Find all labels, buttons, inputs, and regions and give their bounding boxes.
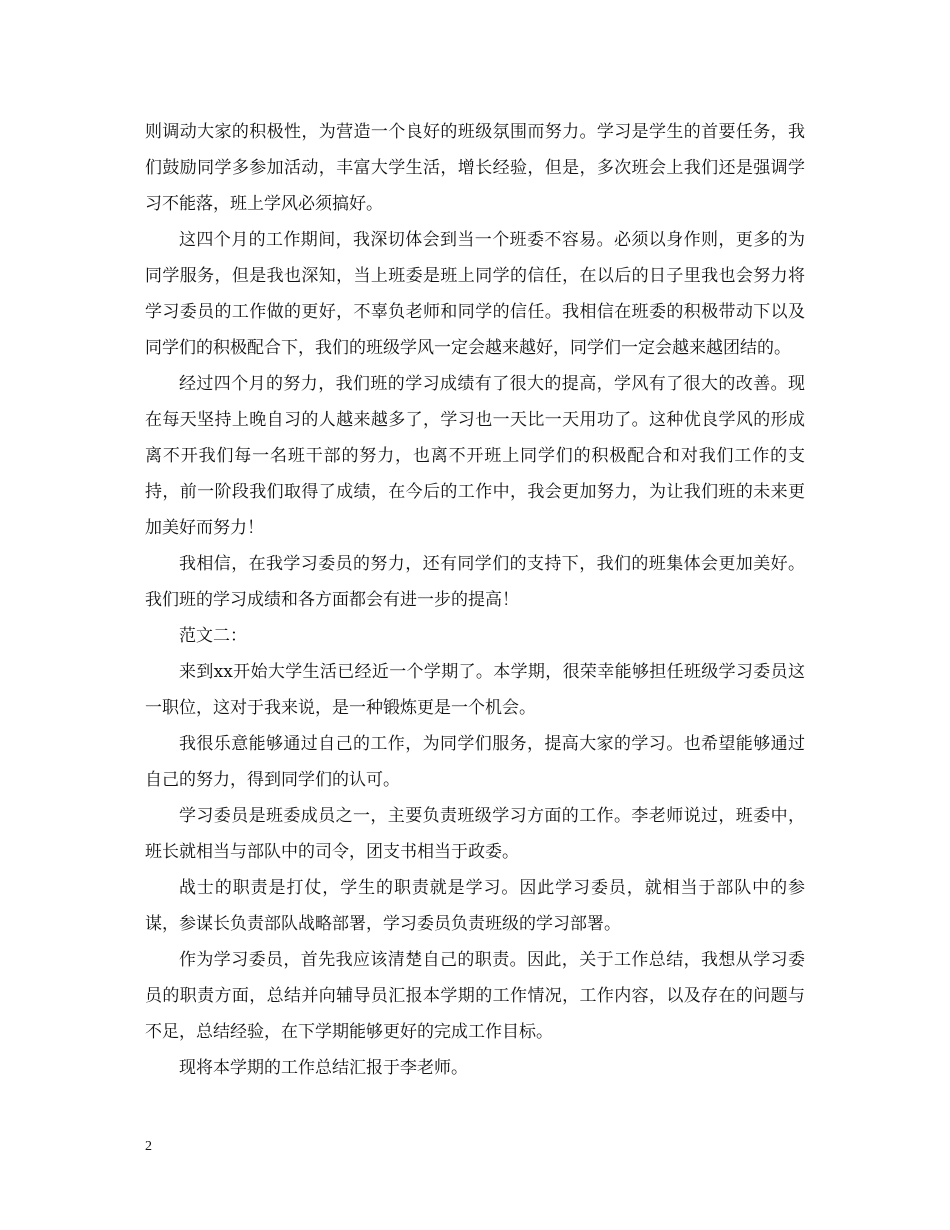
document-body — [145, 114, 805, 1086]
paragraph: 学习委员是班委成员之一，主要负责班级学习方面的工作。李老师说过，班委中，班长就相当与部队中的司令，团支书相当于政委。 — [145, 806, 805, 862]
section-heading: 范文二： — [179, 626, 247, 646]
paragraph: 战士的职责是打仗，学生的职责就是学习。因此学习委员，就相当于部队中的参谋，参谋长负责部队战略部署，学习委员负责班级的学习部署。 — [145, 878, 805, 934]
paragraph: 作为学习委员，首先我应该清楚自己的职责。因此，关于工作总结，我想从学习委员的职责方面，总结并向辅导员汇报本学期的工作情况，工作内容，以及存在的问题与不足，总结经验，在下学期能够更好的完成工作目标。 — [145, 950, 805, 1042]
paragraph: 来到xx开始大学生活已经近一个学期了。本学期，很荣幸能够担任班级学习委员这一职位，这对于我来说，是一种锻炼更是一个机会。 — [145, 662, 805, 718]
paragraph: 我很乐意能够通过自己的工作，为同学们服务，提高大家的学习。也希望能够通过自己的努力，得到同学们的认可。 — [145, 734, 805, 790]
page-number: 2 — [145, 1139, 152, 1154]
paragraph: 这四个月的工作期间，我深切体会到当一个班委不容易。必须以身作则，更多的为同学服务，但是我也深知，当上班委是班上同学的信任，在以后的日子里我也会努力将学习委员的工作做的更好，不辜负老师和同学的信任。我相信在班委的积极带动下以及同学们的积极配合下，我们的班级学风一定会越来越好，同学们一定会越来越团结的。 — [145, 230, 805, 358]
paragraph: 我相信，在我学习委员的努力，还有同学们的支持下，我们的班集体会更加美好。我们班的学习成绩和各方面都会有进一步的提高！ — [145, 554, 805, 610]
paragraph: 现将本学期的工作总结汇报于李老师。 — [179, 1058, 468, 1078]
paragraph: 经过四个月的努力，我们班的学习成绩有了很大的提高，学风有了很大的改善。现在每天坚持上晚自习的人越来越多了，学习也一天比一天用功了。这种优良学风的形成离不开我们每一名班干部的努力，也离不开班上同学们的积极配合和对我们工作的支持，前一阶段我们取得了成绩，在今后的工作中，我会更加努力，为让我们班的未来更加美好而努力！ — [145, 374, 805, 538]
paragraph-continued: 则调动大家的积极性，为营造一个良好的班级氛围而努力。学习是学生的首要任务，我们鼓励同学多参加活动，丰富大学生活，增长经验，但是，多次班会上我们还是强调学习不能落，班上学风必须搞好。 — [145, 122, 805, 214]
